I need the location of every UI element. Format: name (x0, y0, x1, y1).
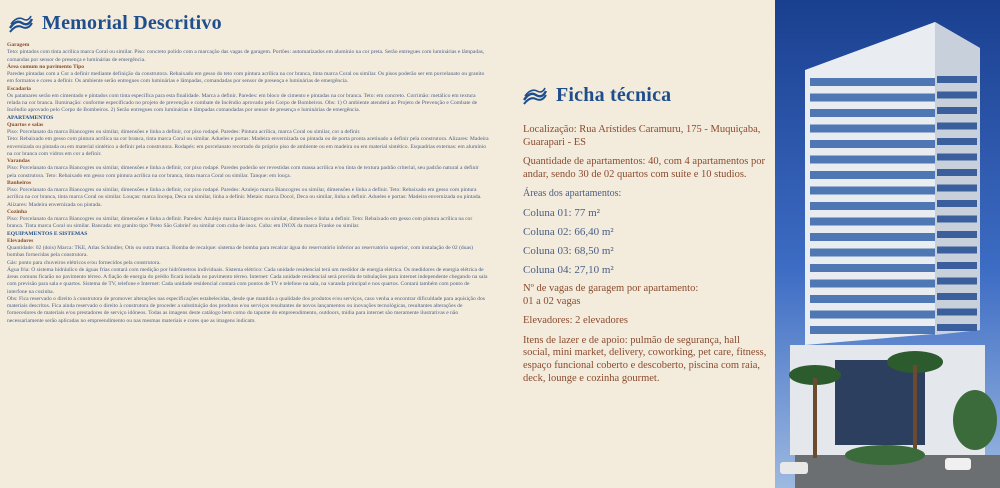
section-text: Água fria: O sistema hidráulico de águas frias contará com medição por hidrômetros individuais. Sistema elétrico: Cada unidade residencial terá um medidor de energia elétrica. Os medidores de energia elétrica de áreas comuns ficarão no pavimento térreo. A fiação de energia do prédio ficará isolada no pavimento térreo. Internet: Cada unidade residencial será provida de tubulações para internet independente chegando na sala com previsão para sala e quartos. Sistema de TV, telefone e Internet: Cada unidade residencial contará com pontos de TV e telefone na sala, na varanda principal e nos quartos. Contará também com ponto de interfone na cozinha. (7, 266, 488, 295)
ficha-title: Ficha técnica (556, 84, 672, 106)
balcony-glass (810, 78, 935, 86)
balcony-glass (810, 94, 935, 102)
section-text: Piso: Porcelanato da marca Biancogres ou similar, dimensões e linha a definir, cor piso rodapé. Paredes: Pintura acrílica, marca Coral ou similar, cor a definir. (7, 129, 361, 135)
memorial-section (7, 260, 489, 267)
balcony-glass (810, 233, 935, 241)
section-text: Piso: Porcelanato da marca Biancogres ou similar, dimensões e linha a definir, cor piso rodapé. Paredes poderão ser revestidas com massa acrílica e/ou tinta de textura padrão criterial, seu padrão natural a definir pela construtora. Teto: Rebaixado em gesso com pintura acrílica na cor branca, tinta marca Coral ou similar. Tanque: em louça. (7, 165, 479, 179)
balcony-glass (810, 202, 935, 210)
side-window (937, 138, 977, 145)
section-heading: Quartos e salas (7, 121, 44, 128)
side-window (937, 262, 977, 269)
vagas-label: Nº de vagas de garagem por apartamento: (523, 282, 699, 294)
localizacao-value: Rua Arístides Caramuru, 175 - Muquiçaba, Guarapari - ES (523, 124, 761, 148)
balcony-glass (810, 140, 935, 148)
side-window (937, 200, 977, 207)
wave-logo-icon (522, 85, 548, 107)
coluna-03: Coluna 03: 68,50 m² (523, 244, 614, 257)
balcony-glass (810, 326, 935, 334)
side-window (937, 123, 977, 130)
section-text: Piso: Porcelanato da marca Biancogres ou similar, dimensões e linha a definir. Paredes: Azulejo marca Biancogres ou similar, dimensões e linha a definir. Teto: Rebaixado em gesso com pintura acrílica na cor branca. Tinta marca Coral ou similar. Bancada: em granito tipo 'Preto São Gabriel' ou similar com cuba de inox. Cuba: em INOX da marca Franke ou similar. (7, 216, 473, 230)
memorial-header (8, 12, 222, 35)
section-text: Os patamares serão em cimentado e pintados com tinta específica para esta finalidade. Marca a definir. Paredes: em bloco de cimento e pintadas na cor branca. Teto: em concreto. Corrimão: metálico em textura relada na cor branca. Iluminação: conforme especificado no projeto de prevenção e combate de Incêndio aprovado pelo Corpo de Bombeiros. Obs: 1) O ambiente atenderá ao Projeto de Prevenção e Combate de Incêndio aprovado pelo Corpo de Bombeiros. 2) Serão entregues com luminárias e lâmpadas comandadas por sensor de presença e luminárias de emergência. (7, 92, 478, 114)
balcony-glass (810, 264, 935, 272)
memorial-section (7, 180, 489, 209)
memorial-section (7, 86, 489, 115)
section-text: Gás: ponto para chuveiros elétricos e/ou fornecidos pela construtora. (7, 259, 161, 266)
quantidade-apartamentos: Quantidade de apartamentos: 40, com 4 apartamentos por andar, sendo 30 de 02 quartos com suíte e 10 studios. (523, 156, 766, 180)
memorial-title: Memorial Descritivo (42, 12, 222, 34)
wave-logo-icon (8, 13, 34, 35)
section-heading: Varandas (7, 158, 30, 164)
memorial-section (7, 136, 489, 158)
itens-lazer: Itens de lazer e de apoio: pulmão de segurança, hall social, mini market, delivery, coworking, pet care, fitness, espaço funcional coberto e descoberto, piscina com raia, deck, lounge e cozinha gourmet. (523, 334, 767, 384)
balcony-glass (810, 311, 935, 319)
coluna-01: Coluna 01: 77 m² (523, 206, 600, 219)
building-illustration (775, 0, 1000, 488)
side-window (937, 76, 977, 83)
balcony-glass (810, 171, 935, 179)
balcony-glass (810, 218, 935, 226)
balcony-glass (810, 249, 935, 257)
side-window (937, 324, 977, 331)
localizacao-label: Localização: (523, 124, 577, 135)
balcony-glass (810, 109, 935, 117)
section-text: Teto: pintados com tinta acrílica marca Coral ou similar. Piso: concreto polido com a marcação das vagas de garagem. Portões: automatizados em alumínio na cor preta. Serão entregues com luminárias e lâmpadas, comandas por sensor de presença e luminárias de emergência. (7, 49, 485, 63)
side-window (937, 231, 977, 238)
side-window (937, 169, 977, 176)
side-window (937, 92, 977, 99)
ficha-details (523, 124, 768, 392)
balcony-glass (810, 295, 935, 303)
elevadores: Elevadores: 2 elevadores (523, 315, 628, 327)
localizacao (523, 124, 768, 149)
section-heading: Escadaria (7, 85, 31, 92)
memorial-section (7, 296, 489, 325)
side-window (937, 154, 977, 161)
side-window (937, 278, 977, 285)
section-text: Quantidade: 02 (dois) Marca: TKE, Atlas Schindler, Otis ou outra marca. Bomba de recalque: sistema de bomba para recalcar água do reservatório inferior ao reservatório superior, com instalação de 02 (duas) bombas fornecidas pela construtora. (7, 245, 474, 259)
section-text: Obs: Fica reservado o direito à construtora de promover alterações nas especificações estabelecidas, desde que mantida a qualidade dos produtos e/ou serviços, caso venha a encontrar dificuldade para aquisição dos materiais descritos. Fica ainda reservado o direito à construtora de proceder a substituição dos produtos e/ou serviços resultantes de novos lançamentos ou inovações tecnológicas, resultantes alterações de fornecedores de materiais e/ou prestadores de serviço idôneos. Todas as imagens deste catálogo bem como do tapume do empreendimento, outdoors, mídia para internet são meramente ilustrativas e não necessariamente serão aplicadas no empreendimento ou nas mesmas materiais e cores que as imagens indicam. (7, 295, 485, 324)
section-heading: Área comum no pavimento Tipo (7, 63, 85, 70)
memorial-section (7, 122, 489, 137)
balcony-glass (810, 125, 935, 133)
side-window (937, 293, 977, 300)
memorial-section (7, 267, 489, 296)
memorial-section (7, 64, 489, 86)
balcony-glass (810, 280, 935, 288)
side-window (937, 309, 977, 316)
section-heading: EQUIPAMENTOS E SISTEMAS (7, 230, 88, 237)
building-rendering (775, 0, 1000, 488)
memorial-body (7, 42, 489, 325)
side-window (937, 107, 977, 114)
coluna-04: Coluna 04: 27,10 m² (523, 263, 614, 276)
section-heading: Elevadores (7, 237, 34, 244)
section-heading: APARTAMENTOS (7, 114, 54, 121)
vagas-value: 01 a 02 vagas (523, 295, 581, 307)
memorial-section (7, 238, 489, 260)
section-heading: Cozinha (7, 208, 27, 215)
memorial-section (7, 42, 489, 64)
side-window (937, 216, 977, 223)
section-heading: Garagem (7, 42, 30, 48)
section-text: Teto: Rebaixado em gesso com pintura acrílica na cor branca, tinta marca Coral ou similar. Adueles e portas: Madeira envernizada ou pintada ou de porta pronta acetinado a definir pela construtora. Alizares: Madeira envernizada ou pintada ou em material sintético a definir pela construtora. Rodapés: em porcelanato recortado do próprio piso de ambiente ou em madeira ou em material sintético. Esquadrias externas: em alumínio na cor branca com vidros em cor a definir. (7, 136, 489, 157)
ficha-header (522, 84, 671, 107)
section-heading: Banheiros (7, 179, 32, 186)
memorial-section (7, 115, 489, 122)
coluna-02: Coluna 02: 66,40 m² (523, 225, 614, 238)
memorial-section (7, 209, 489, 231)
section-text: Piso: Porcelanato da marca Biancogres ou similar, dimensões e linha a definir, cor piso rodapé. Paredes: Azulejo marca Biancogres ou similar, dimensões e linha a definir. Teto: Rebaixado em gesso com pintura acrílica na cor branca, tinta marca Coral ou similar. Louças: marca Incepa, Deca ou similar, linha a definir. Metais: marca Docol, Deca ou similar, linha a definir. Adueles e portas: Madeira envernizada ou pintada. Alizares: Madeira envernizada ou pintada. (7, 187, 482, 208)
vagas (523, 283, 768, 308)
areas-label: Áreas dos apartamentos: (523, 188, 622, 200)
balcony-glass (810, 156, 935, 164)
side-window (937, 247, 977, 254)
balcony-glass (810, 187, 935, 195)
memorial-section (7, 158, 489, 180)
side-window (937, 185, 977, 192)
memorial-section (7, 231, 489, 238)
section-text: Paredes pintadas com a Cor a definir mediante definição da construtora. Rebaixado em gesso do teto com pintura acrílica na cor branca, tinta marca Coral ou similar. Os pisos poderão ser em porcelanato ou granito em formatos e cores a definir. Os ambiente serão entregues com luminárias e lâmpadas, comandadas por sensor de presença e luminárias de emergência. (7, 71, 485, 85)
